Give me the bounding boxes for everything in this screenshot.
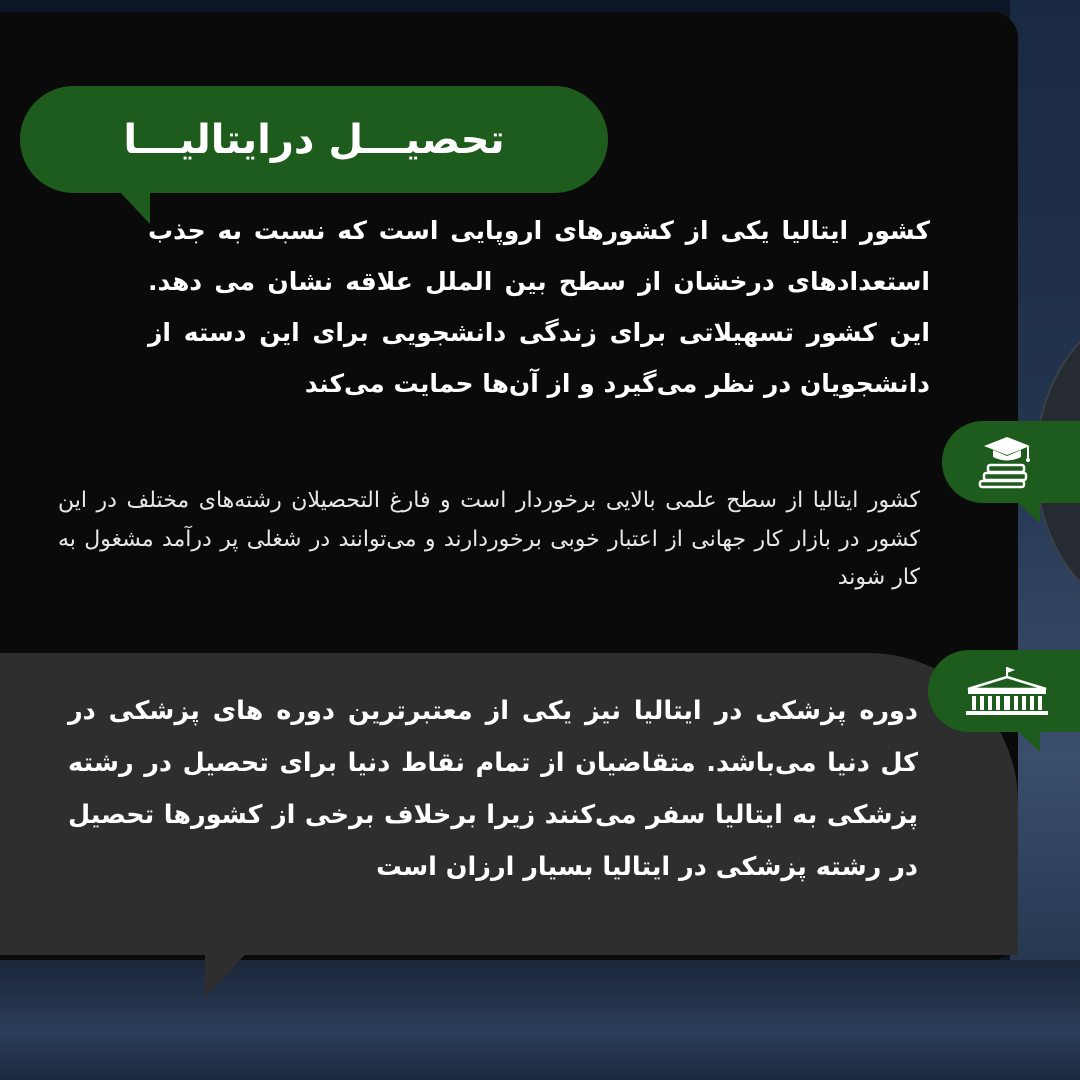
- medicine-bubble-tail: [205, 950, 249, 998]
- graduation-cap-books-icon: [978, 435, 1036, 489]
- university-icon-bubble: [928, 650, 1080, 732]
- intro-paragraph: کشور ایتالیا یکی از کشورهای اروپایی است که نسبت به جذب استعدادهای درخشان از سطح بین الملل علاقه نشان می دهد. این کشور تسهیلاتی برای زندگی دانشجویی برای این دسته از دانشجویان در نظر می‌گیرد و از آن‌ها حمایت می‌کند: [148, 216, 930, 398]
- science-paragraph: کشور ایتالیا از سطح علمی بالایی برخوردار است و فارغ التحصیلان رشته‌های مختلف در این کشور در بازار کار جهانی از اعتبار خوبی برخوردارند و می‌توانند در شغلی پر درآمد مشغول به کار شوند: [58, 488, 920, 590]
- university-bubble-tail: [1016, 730, 1040, 752]
- page-title: تحصیـــل درایتالیـــا: [123, 116, 505, 163]
- title-speech-bubble: [20, 86, 608, 193]
- education-icon-bubble: [942, 421, 1080, 503]
- education-bubble-tail: [1016, 501, 1040, 523]
- university-building-icon: [964, 665, 1050, 717]
- title-bubble-tail: [116, 188, 150, 224]
- medicine-paragraph: دوره پزشکی در ایتالیا نیز یکی از معتبرترین دوره های پزشکی در کل دنیا می‌باشد. متقاضیان از تمام نقاط دنیا برای تحصیل در رشته پزشکی به ایتالیا سفر می‌کنند زیرا برخلاف برخی از کشورها تحصیل در رشته پزشکی در ایتالیا بسیار ارزان است: [68, 696, 918, 882]
- background-photo-bottom: [0, 960, 1080, 1080]
